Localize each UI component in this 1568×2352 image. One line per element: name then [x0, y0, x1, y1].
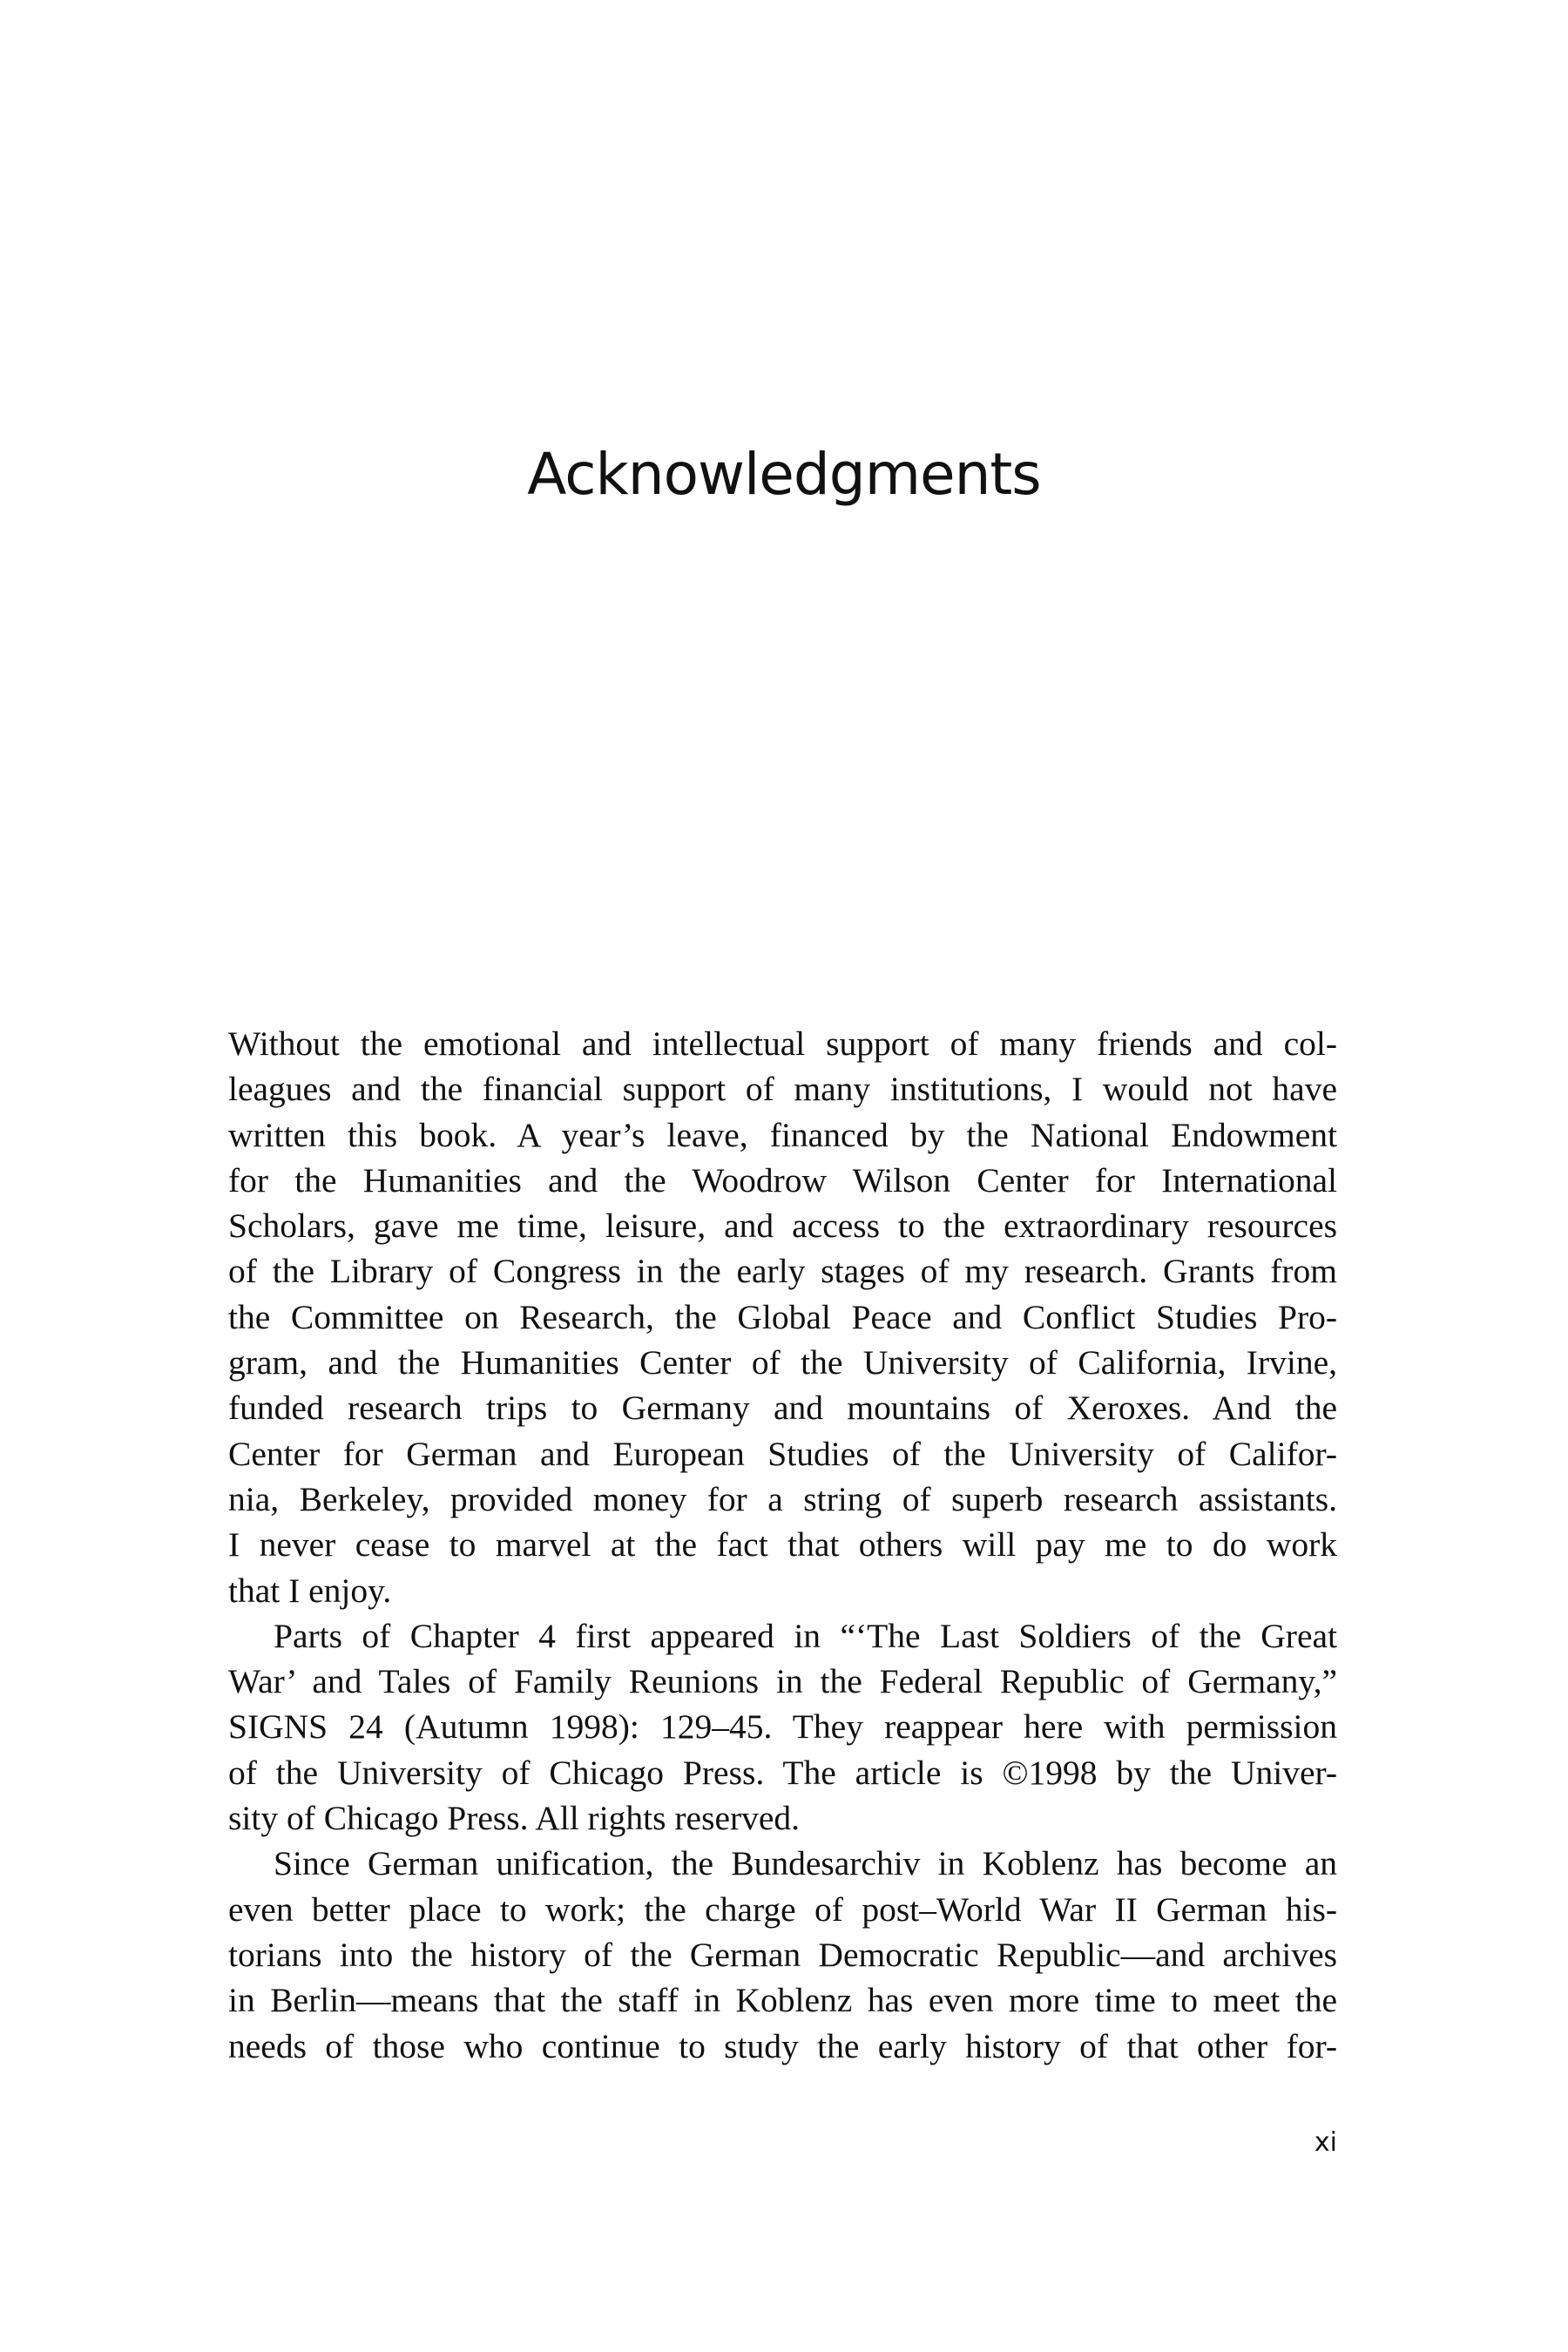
text-line: needs of those who continue to study the early history of that other for- [228, 2026, 1337, 2065]
text-line: in Berlin—means that the staff in Koblenz has even more time to meet the [228, 1981, 1337, 2020]
text-line: torians into the history of the German Democratic Republic—and archives [228, 1935, 1337, 1974]
text-line: the Committee on Research, the Global Peace and Conflict Studies Pro- [228, 1297, 1337, 1336]
text-line: for the Humanities and the Woodrow Wilson Center for International [228, 1160, 1337, 1200]
text-line: leagues and the financial support of many institutions, I would not have [228, 1070, 1337, 1109]
text-line: Without the emotional and intellectual support of many friends and col- [228, 1024, 1337, 1063]
text-line: I never cease to marvel at the fact that others will pay me to do work [228, 1525, 1337, 1565]
text-line: nia, Berkeley, provided money for a string of superb research assistants. [228, 1479, 1337, 1518]
text-line: written this book. A year’s leave, financed by the National Endowment [228, 1115, 1337, 1154]
paragraph-1 [228, 1021, 1337, 1613]
body-text [228, 1021, 1337, 2069]
text-line: of the Library of Congress in the early stages of my research. Grants from [228, 1252, 1337, 1291]
text-line: Since German unification, the Bundesarchiv in Koblenz has become an [274, 1844, 1337, 1883]
page-title: Acknowledgments [527, 441, 1041, 508]
text-line: SIGNS 24 (Autumn 1998): 129–45. They reappear here with permission [228, 1707, 1337, 1747]
text-line: Parts of Chapter 4 first appeared in “‘The Last Soldiers of the Great [274, 1616, 1337, 1655]
page-number: xi [1314, 2127, 1337, 2158]
text-line: Center for German and European Studies of the University of Califor- [228, 1434, 1337, 1473]
text-line: of the University of Chicago Press. The article is ©1998 by the Univer- [228, 1753, 1337, 1792]
text-line: that I enjoy. [228, 1571, 392, 1610]
text-line: gram, and the Humanities Center of the University of California, Irvine, [228, 1343, 1337, 1382]
text-line: War’ and Tales of Family Reunions in the Federal Republic of Germany,” [228, 1662, 1337, 1701]
text-line: sity of Chicago Press. All rights reserved. [228, 1799, 801, 1838]
text-line: funded research trips to Germany and mountains of Xeroxes. And the [228, 1389, 1337, 1428]
paragraph-3 [228, 1841, 1337, 2068]
text-line: even better place to work; the charge of post–World War II German his- [228, 1889, 1337, 1929]
paragraph-2 [228, 1613, 1337, 1841]
text-line: Scholars, gave me time, leisure, and access to the extraordinary resources [228, 1206, 1337, 1246]
